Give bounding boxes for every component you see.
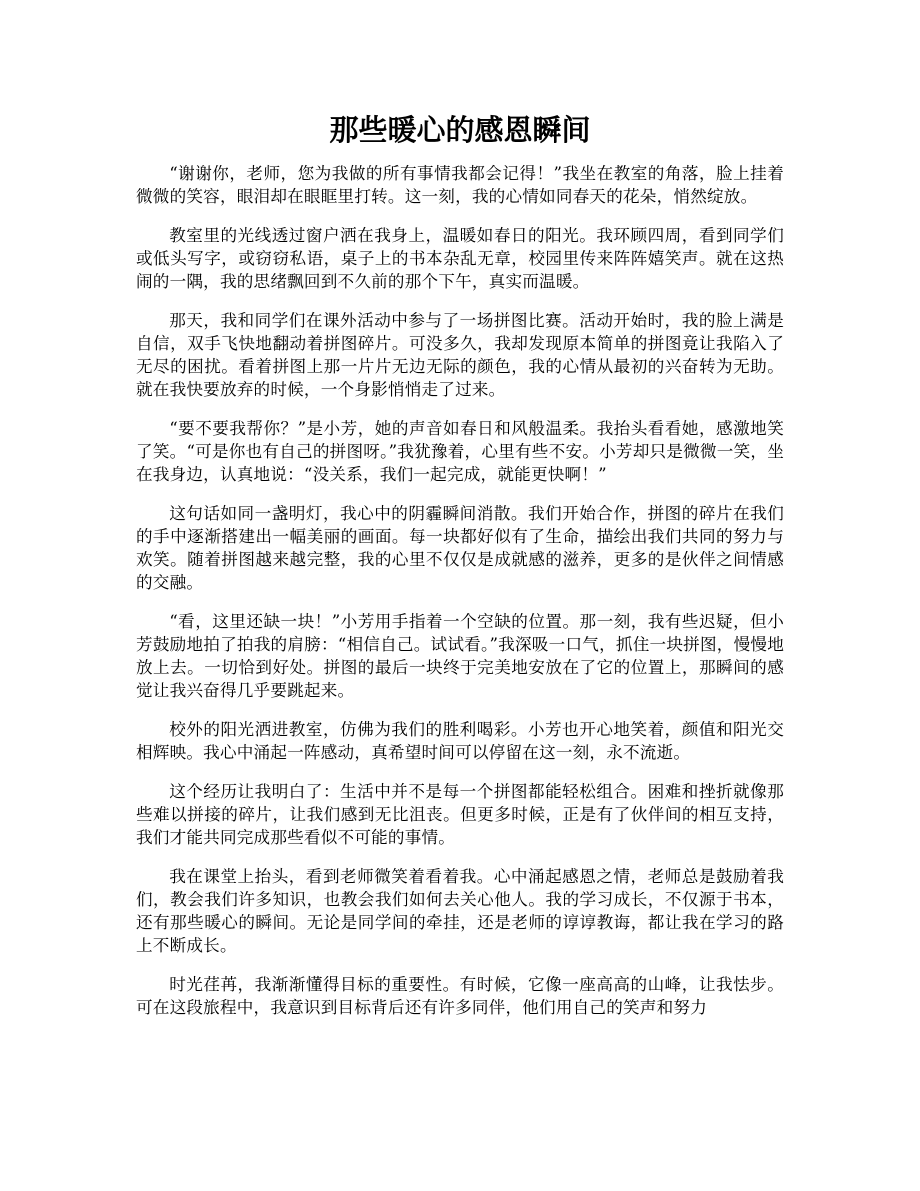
paragraph: 这句话如同一盏明灯，我心中的阴霾瞬间消散。我们开始合作，拼图的碎片在我们的手中逐渐搭建出一幅美丽的画面。每一块都好似有了生命，描绘出我们共同的努力与欢笑。随着拼图越来越完整，我的心里不仅仅是成就感的滋养，更多的是伙伴之间情感的交融。 xyxy=(136,504,784,592)
paragraph: “要不要我帮你？”是小芳，她的声音如春日和风般温柔。我抬头看看她，感激地笑了笑。“可是你也有自己的拼图呀。”我犹豫着，心里有些不安。小芳却只是微微一笑，坐在我身边，认真地说：“没关系，我们一起完成，就能更快啊！” xyxy=(136,419,784,484)
document-body xyxy=(136,162,784,1035)
paragraph: 校外的阳光洒进教室，仿佛为我们的胜利喝彩。小芳也开心地笑着，颜值和阳光交相辉映。我心中涌起一阵感动，真希望时间可以停留在这一刻，永不流逝。 xyxy=(136,720,784,762)
paragraph: “看，这里还缺一块！”小芳用手指着一个空缺的位置。那一刻，我有些迟疑，但小芳鼓励地拍了拍我的肩膀：“相信自己。试试看。”我深吸一口气，抓住一块拼图，慢慢地放上去。一切恰到好处。拼图的最后一块终于完美地安放在了它的位置上，那瞬间的感觉让我兴奋得几乎要跳起来。 xyxy=(136,612,784,700)
paragraph: 这个经历让我明白了：生活中并不是每一个拼图都能轻松组合。困难和挫折就像那些难以拼接的碎片，让我们感到无比沮丧。但更多时候，正是有了伙伴间的相互支持，我们才能共同完成那些看似不可能的事情。 xyxy=(136,782,784,847)
paragraph: 教室里的光线透过窗户洒在我身上，温暖如春日的阳光。我环顾四周，看到同学们或低头写字，或窃窃私语，桌子上的书本杂乱无章，校园里传来阵阵嬉笑声。就在这热闹的一隅，我的思绪飘回到不久前的那个下午，真实而温暖。 xyxy=(136,226,784,291)
paragraph: 我在课堂上抬头，看到老师微笑着看着我。心中涌起感恩之情，老师总是鼓励着我们，教会我们许多知识，也教会我们如何去关心他人。我的学习成长，不仅源于书本，还有那些暖心的瞬间。无论是同学间的牵挂，还是老师的谆谆教诲，都让我在学习的路上不断成长。 xyxy=(136,867,784,955)
paragraph: 那天，我和同学们在课外活动中参与了一场拼图比赛。活动开始时，我的脸上满是自信，双手飞快地翻动着拼图碎片。可没多久，我却发现原本简单的拼图竟让我陷入了无尽的困扰。看着拼图上那一片片无边无际的颜色，我的心情从最初的兴奋转为无助。就在我快要放弃的时候，一个身影悄悄走了过来。 xyxy=(136,311,784,399)
document-title: 那些暖心的感恩瞬间 xyxy=(329,113,591,147)
paragraph: 时光荏苒，我渐渐懂得目标的重要性。有时候，它像一座高高的山峰，让我怯步。可在这段旅程中，我意识到目标背后还有许多同伴，他们用自己的笑声和努力 xyxy=(136,975,784,1017)
paragraph: “谢谢你，老师，您为我做的所有事情我都会记得！”我坐在教室的角落，脸上挂着微微的笑容，眼泪却在眼眶里打转。这一刻，我的心情如同春天的花朵，悄然绽放。 xyxy=(136,164,784,206)
